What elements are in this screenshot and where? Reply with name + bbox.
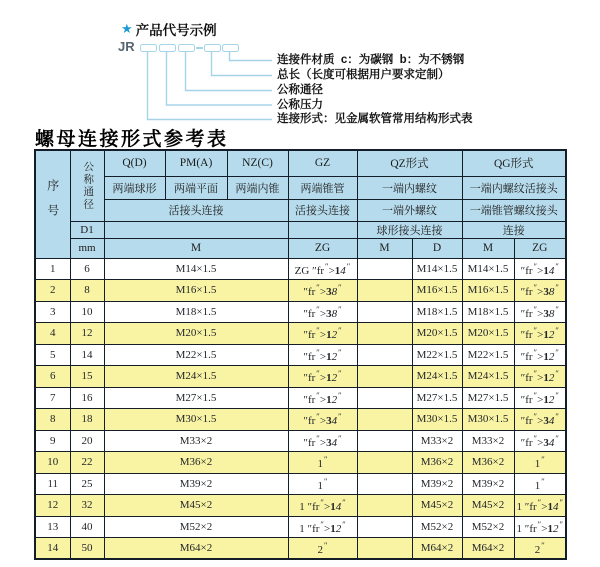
table-row: [35, 301, 566, 323]
header-d1: D1: [70, 221, 104, 238]
cell: 1″: [288, 452, 357, 474]
cell: M36×2: [412, 452, 462, 474]
cell: [357, 452, 412, 474]
cell: M64×2: [412, 538, 462, 560]
cell: [357, 301, 412, 323]
cell: M27×1.5: [462, 387, 514, 409]
header-unit-qg-m: M: [462, 238, 514, 258]
cell: 2″: [288, 538, 357, 560]
cell: M64×2: [104, 538, 288, 560]
header-conn-qg: 一端锥管螺纹接头: [462, 199, 566, 221]
code-label-1: 连接件材质 c：为碳钢 b：为不锈钢: [277, 54, 465, 66]
header-form-pm: PM(A): [165, 150, 227, 176]
cell: M22×1.5: [412, 344, 462, 366]
header-blank-qpmnz: [104, 221, 288, 238]
cell: M36×2: [462, 452, 514, 474]
cell: [357, 473, 412, 495]
cell: M45×2: [104, 495, 288, 517]
code-label-4: 公称压力: [277, 99, 323, 111]
cell: M18×1.5: [104, 301, 288, 323]
cell: ″fr″>12″: [288, 387, 357, 409]
header-unit-m: M: [104, 238, 288, 258]
table-row: [35, 344, 566, 366]
cell: 20: [70, 430, 104, 452]
header-form-qz: QZ形式: [357, 150, 462, 176]
cell: 22: [70, 452, 104, 474]
cell: 1″: [514, 473, 566, 495]
cell: M22×1.5: [462, 344, 514, 366]
code-label-5: 连接形式：见金属软管常用结构形式表: [277, 113, 473, 125]
cell: 5: [35, 344, 70, 366]
table-row: [35, 516, 566, 538]
table-row: [35, 323, 566, 345]
header-unit-qz-m: M: [357, 238, 412, 258]
cell: 50: [70, 538, 104, 560]
cell: [357, 495, 412, 517]
cell: M33×2: [104, 430, 288, 452]
cell: ″fr″>38″: [514, 280, 566, 302]
nut-connection-reference-table: [34, 149, 567, 560]
cell: ″fr″>38″: [288, 301, 357, 323]
cell: 8: [35, 409, 70, 431]
header-blank-gz: [288, 221, 357, 238]
cell: 2″: [514, 538, 566, 560]
header-mm: mm: [70, 238, 104, 258]
table-row: [35, 495, 566, 517]
header-conn-qz: 一端外螺纹: [357, 199, 462, 221]
cell: [357, 516, 412, 538]
cell: M39×2: [104, 473, 288, 495]
cell: M20×1.5: [104, 323, 288, 345]
header-desc-q: 两端球形: [104, 176, 165, 199]
header-desc-nz: 两端内锥: [227, 176, 288, 199]
cell: [357, 280, 412, 302]
header-conn-gz: 活接头连接: [288, 199, 357, 221]
header-unit-zg: ZG: [288, 238, 357, 258]
cell: ″fr″>38″: [288, 280, 357, 302]
cell: [357, 538, 412, 560]
diagram-heading-text: 产品代号示例: [135, 23, 217, 38]
cell: 40: [70, 516, 104, 538]
cell: 12: [70, 323, 104, 345]
header-form-gz: GZ: [288, 150, 357, 176]
header-form-nz: NZ(C): [227, 150, 288, 176]
product-code-prefix: JR: [118, 39, 135, 54]
cell: M20×1.5: [412, 323, 462, 345]
table-row: [35, 430, 566, 452]
cell: M22×1.5: [104, 344, 288, 366]
cell: 6: [35, 366, 70, 388]
cell: 7: [35, 387, 70, 409]
header-unit-qg-zg: ZG: [514, 238, 566, 258]
cell: M24×1.5: [412, 366, 462, 388]
cell: M24×1.5: [462, 366, 514, 388]
cell: ″fr″>12″: [514, 366, 566, 388]
header-conn-qpmnz: 活接头连接: [104, 199, 288, 221]
cell: 8: [70, 280, 104, 302]
code-label-2: 总长（长度可根据用户要求定制）: [277, 69, 450, 81]
cell: M18×1.5: [412, 301, 462, 323]
header-unit-qz-d: D: [412, 238, 462, 258]
cell: M64×2: [462, 538, 514, 560]
cell: 10: [35, 452, 70, 474]
cell: ″fr″>12″: [288, 323, 357, 345]
header-conn: 连接: [462, 221, 566, 238]
cell: ″fr″>12″: [514, 344, 566, 366]
cell: 1 ″fr″>12″: [288, 516, 357, 538]
star-icon: ★: [121, 21, 133, 36]
cell: M45×2: [462, 495, 514, 517]
header-ball-joint-conn: 球形接头连接: [357, 221, 462, 238]
cell: M14×1.5: [462, 258, 514, 280]
table-title: 螺母连接形式参考表: [35, 129, 229, 150]
cell: 1 ″fr″>12″: [514, 516, 566, 538]
cell: ″fr″>14″: [514, 258, 566, 280]
cell: ″fr″>12″: [514, 387, 566, 409]
cell: M14×1.5: [104, 258, 288, 280]
cell: [357, 387, 412, 409]
cell: 1 ″fr″>14″: [514, 495, 566, 517]
cell: 32: [70, 495, 104, 517]
cell: 18: [70, 409, 104, 431]
cell: 14: [70, 344, 104, 366]
cell: M20×1.5: [462, 323, 514, 345]
cell: 4: [35, 323, 70, 345]
cell: 10: [70, 301, 104, 323]
header-desc-qz: 一端内螺纹: [357, 176, 462, 199]
cell: [357, 258, 412, 280]
header-desc-qg: 一端内螺纹活接头: [462, 176, 566, 199]
cell: M16×1.5: [412, 280, 462, 302]
cell: M16×1.5: [104, 280, 288, 302]
cell: 6: [70, 258, 104, 280]
table-row: [35, 452, 566, 474]
code-label-3: 公称通径: [277, 84, 323, 96]
cell: 2: [35, 280, 70, 302]
cell: ″fr″>34″: [514, 409, 566, 431]
header-seq: 序号: [35, 150, 70, 258]
cell: [357, 366, 412, 388]
cell: M18×1.5: [462, 301, 514, 323]
cell: ″fr″>12″: [288, 366, 357, 388]
cell: M36×2: [104, 452, 288, 474]
cell: [357, 344, 412, 366]
table-row: [35, 387, 566, 409]
cell: [357, 430, 412, 452]
cell: 16: [70, 387, 104, 409]
cell: ″fr″>12″: [288, 344, 357, 366]
cell: M52×2: [104, 516, 288, 538]
cell: [357, 409, 412, 431]
cell: M52×2: [412, 516, 462, 538]
header-desc-pm: 两端平面: [165, 176, 227, 199]
cell: ZG ″fr″>14″: [288, 258, 357, 280]
header-form-q: Q(D): [104, 150, 165, 176]
cell: M30×1.5: [412, 409, 462, 431]
cell: 1″: [514, 452, 566, 474]
cell: M39×2: [412, 473, 462, 495]
cell: M30×1.5: [104, 409, 288, 431]
cell: ″fr″>12″: [514, 323, 566, 345]
cell: 1 ″fr″>14″: [288, 495, 357, 517]
cell: 25: [70, 473, 104, 495]
table-row: [35, 280, 566, 302]
cell: M16×1.5: [462, 280, 514, 302]
cell: [357, 323, 412, 345]
header-desc-gz: 两端锥管: [288, 176, 357, 199]
cell: ″fr″>34″: [288, 409, 357, 431]
header-form-qg: QG形式: [462, 150, 566, 176]
cell: M45×2: [412, 495, 462, 517]
cell: 14: [35, 538, 70, 560]
cell: 1: [35, 258, 70, 280]
cell: 12: [35, 495, 70, 517]
table-row: [35, 473, 566, 495]
table-row: [35, 366, 566, 388]
cell: M33×2: [462, 430, 514, 452]
cell: ″fr″>34″: [514, 430, 566, 452]
cell: M24×1.5: [104, 366, 288, 388]
cell: M33×2: [412, 430, 462, 452]
cell: 1″: [288, 473, 357, 495]
cell: M27×1.5: [104, 387, 288, 409]
cell: ″fr″>34″: [288, 430, 357, 452]
header-nominal-diameter: 公称通径: [70, 150, 104, 221]
cell: 15: [70, 366, 104, 388]
cell: 9: [35, 430, 70, 452]
table-row: [35, 538, 566, 560]
cell: ″fr″>38″: [514, 301, 566, 323]
cell: 3: [35, 301, 70, 323]
cell: M27×1.5: [412, 387, 462, 409]
cell: M52×2: [462, 516, 514, 538]
cell: 13: [35, 516, 70, 538]
cell: 11: [35, 473, 70, 495]
product-code-diagram: [0, 0, 600, 130]
table-row: [35, 258, 566, 280]
table-row: [35, 409, 566, 431]
cell: M39×2: [462, 473, 514, 495]
cell: M14×1.5: [412, 258, 462, 280]
cell: M30×1.5: [462, 409, 514, 431]
